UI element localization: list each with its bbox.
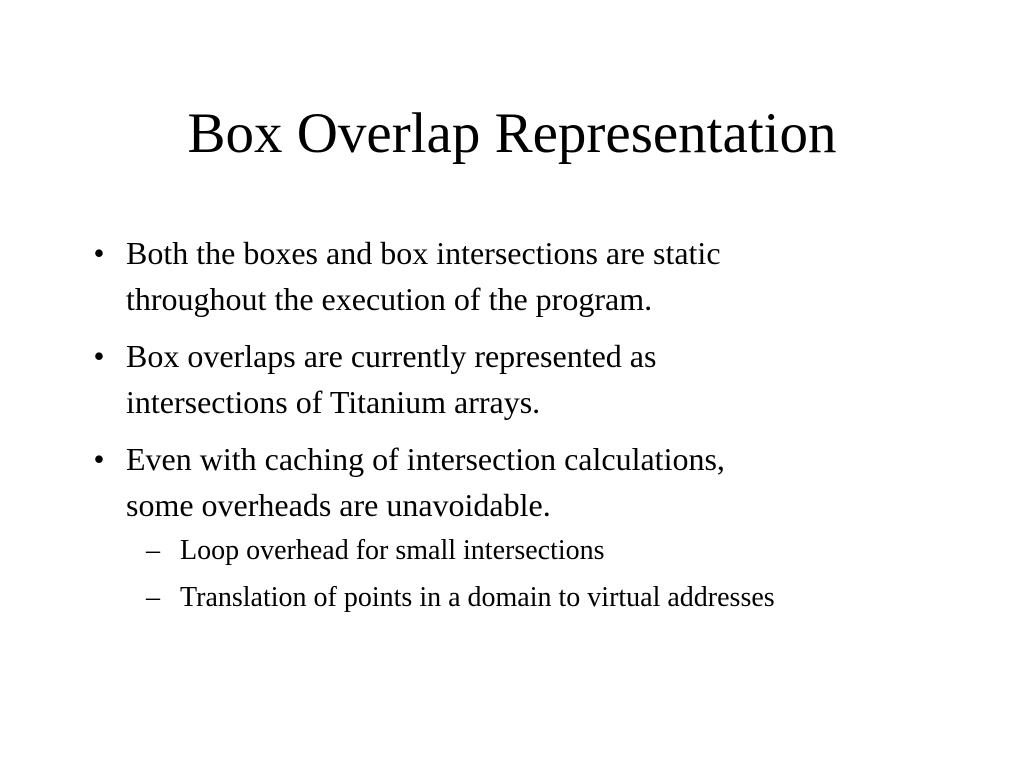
sub-bullet-item	[136, 579, 984, 617]
bullet-item	[84, 436, 984, 617]
bullet-text-line: Even with caching of intersection calculations,	[126, 441, 725, 477]
bullet-list	[84, 230, 984, 628]
bullet-text-line: throughout the execution of the program.	[126, 281, 653, 317]
bullet-text-line: intersections of Titanium arrays.	[126, 384, 541, 420]
sub-bullet-text: Loop overhead for small intersections	[180, 535, 605, 566]
bullet-text-line: Box overlaps are currently represented as	[126, 338, 657, 374]
bullet-item	[84, 230, 984, 322]
bullet-text-line: Both the boxes and box intersections are static	[126, 235, 721, 271]
bullet-text-line: some overheads are unavoidable.	[126, 487, 551, 523]
bullet-icon: •	[93, 441, 105, 477]
bullet-item	[84, 333, 984, 425]
dash-icon: –	[146, 582, 160, 613]
sub-bullet-list	[126, 532, 984, 617]
sub-bullet-text: Translation of points in a domain to virtual addresses	[180, 582, 775, 613]
dash-icon: –	[146, 535, 160, 566]
bullet-icon: •	[93, 235, 105, 271]
sub-bullet-item	[136, 532, 984, 570]
slide-title: Box Overlap Representation	[187, 102, 837, 165]
bullet-icon: •	[93, 338, 105, 374]
